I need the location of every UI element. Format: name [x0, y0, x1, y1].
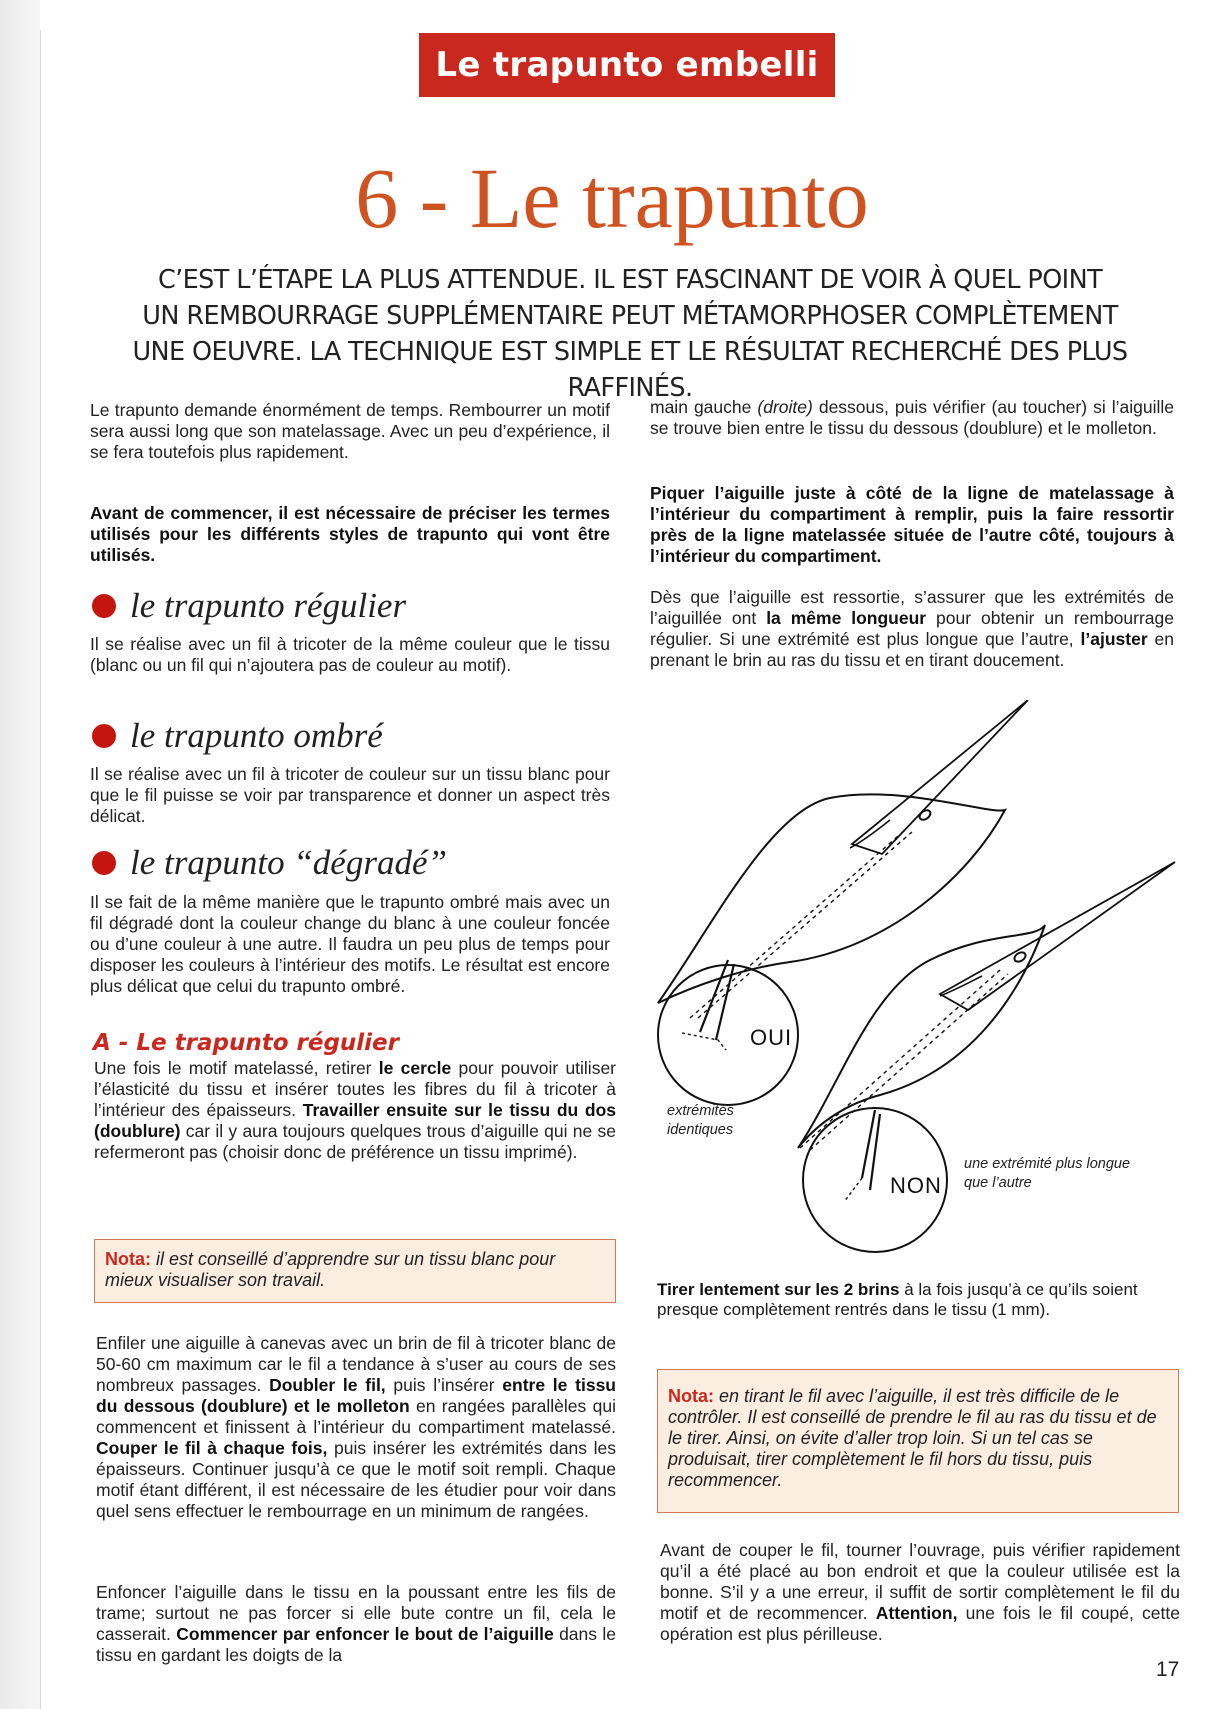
text-ombre: Il se réalise avec un fil à tricoter de couleur sur un tissu blanc pour que le fil puisse se voir par transparence et donner un aspect très délicat.: [90, 764, 610, 826]
needle-2: [940, 862, 1175, 1010]
thread-2: [800, 970, 1000, 1148]
label-extremite-longue: une extrémité plus longue que l’autre: [964, 1156, 1131, 1191]
nota-box-left: Nota: il est conseillé d’apprendre sur un tissu blanc pour mieux visualiser son travail.: [94, 1239, 616, 1303]
page-gutter: [0, 0, 40, 1709]
bullet-dot-icon: [92, 851, 116, 875]
intro-line: C’EST L’ÉTAPE LA PLUS ATTENDUE. IL EST FASCINANT DE VOIR À QUEL POINT: [157, 265, 1103, 295]
intro-line: UNE OEUVRE. LA TECHNIQUE EST SIMPLE ET LE RÉSULTAT RECHERCHÉ DES PLUS RAFFINÉS.: [132, 337, 1128, 403]
right-paragraph-3: Dès que l’aiguille est ressortie, s’assurer que les extrémités de l’aiguillée ont la même longueur pour obtenir un rembourrage régulier. Si une extrémité est plus longue que l’autre, l’ajuster en prenant le brin au ras du tissu et en tirant doucement.: [650, 587, 1175, 670]
bullet-dot-icon: [92, 724, 116, 748]
right-paragraph-1: main gauche (droite) dessous, puis vérifier (au toucher) si l’aiguille se trouve bien entre le tissu du dessous (doublure) et le molleton.: [650, 397, 1174, 438]
thread-1: [690, 830, 905, 1018]
left-paragraph-1: Le trapunto demande énormément de temps. Rembourrer un motif sera aussi long que son matelassage. Avec un peu d’expérience, il se fera toutefois plus rapidement.: [90, 400, 610, 462]
label-extremites-identiques: extrémités identiques: [667, 1103, 734, 1138]
right-paragraph-2: Piquer l’aiguille juste à côté de la ligne de matelassage à l’intérieur du compartiment à remplir, puis la faire ressortir près de la ligne matelassée située de l’autre côté, toujours à l’intérieur du compartiment.: [650, 483, 1174, 566]
section-a-title: A - Le trapunto régulier: [93, 1030, 399, 1056]
page-title: 6 - Le trapunto: [355, 150, 869, 246]
left-paragraph-3: Enfiler une aiguille à canevas avec un brin de fil à tricoter blanc de 50-60 cm maximum car le fil a tendance à s’user au cours de ses nombreux passages. Doubler le fil, puis l’insérer entre le tissu du dessous (doublure) et le molleton en rangées parallèles qui commencent et finissent à l’intérieur du compartiment matelassé. Couper le fil à chaque fois, puis insérer les extrémités dans les épaisseurs. Continuer jusqu’à ce que le motif soit rempli. Chaque motif étant différent, il est nécessaire de les étudier pour voir dans quel sens effectuer le rembourrage en un minimum de rangées.: [96, 1333, 617, 1521]
section-a-text: Une fois le motif matelassé, retirer le cercle pour pouvoir utiliser l’élasticité du tissu et insérer toutes les fibres du fil à tricoter à l’intérieur des épaisseurs. Travailler ensuite sur le tissu du dos (doublure) car il y aura toujours quelques trous d’aiguille qui ne se refermeront pas (choisir donc de préférence un tissu imprimé).: [94, 1058, 617, 1162]
figure-caption: Tirer lentement sur les 2 brins à la fois jusqu’à ce qu’ils soient presque complètement rentrés dans le tissu (1 mm).: [657, 1280, 1138, 1319]
left-paragraph-2: Avant de commencer, il est nécessaire de préciser les termes utilisés pour les différents styles de trapunto qui vont être utilisés.: [90, 503, 610, 565]
intro-text: [90, 262, 1170, 406]
text-regulier: Il se réalise avec un fil à tricoter de la même couleur que le tissu (blanc ou un fil qui n’ajoutera pas de couleur au motif).: [90, 634, 610, 675]
label-oui: OUI: [750, 1025, 793, 1050]
label-non: NON: [890, 1173, 942, 1198]
subtitle-regulier: le trapunto régulier: [92, 586, 406, 626]
subtitle-ombre: le trapunto ombré: [92, 716, 383, 756]
bullet-dot-icon: [92, 594, 116, 618]
page-number: 17: [1156, 1658, 1180, 1681]
needle-1: [852, 700, 1028, 854]
left-paragraph-4: Enfoncer l’aiguille dans le tissu en la poussant entre les fils de trame; surtout ne pas forcer si elle bute contre un fil, cela le casserait. Commencer par enfoncer le bout de l’aiguille dans le tissu en gardant les doigts de la: [96, 1582, 617, 1665]
leaf-shape-2: [798, 925, 1045, 1148]
nota-box-right: Nota: en tirant le fil avec l’aiguille, il est très difficile de le contrôler. Il est conseillé de prendre le fil au ras du tissu et de le tirer. Ainsi, on évite d’aller trop loin. Si un tel cas se produisait, tirer complètement le fil hors du tissu, puis recommencer.: [657, 1369, 1179, 1513]
section-banner: Le trapunto embelli: [419, 33, 835, 97]
leaf-shape-1: [658, 794, 1005, 1003]
subtitle-degrade: le trapunto “dégradé”: [92, 843, 447, 883]
intro-line: UN REMBOURRAGE SUPPLÉMENTAIRE PEUT MÉTAMORPHOSER COMPLÈTEMENT: [142, 301, 1118, 331]
text-degrade: Il se fait de la même manière que le trapunto ombré mais avec un fil dégradé dont la couleur change du blanc à une couleur foncée ou d’une couleur à une autre. Il faudra un peu plus de temps pour disposer les couleurs à l’intérieur des motifs. Le résultat est encore plus délicat que celui du trapunto ombré.: [90, 892, 610, 996]
right-paragraph-4: Avant de couper le fil, tourner l’ouvrage, puis vérifier rapidement qu’il a été placé au bon endroit et que la couleur utilisée est la bonne. S’il y a une erreur, il suffit de sortir complètement le fil du motif et de recommencer. Attention, une fois le fil coupé, cette opération est plus périlleuse.: [660, 1540, 1180, 1644]
